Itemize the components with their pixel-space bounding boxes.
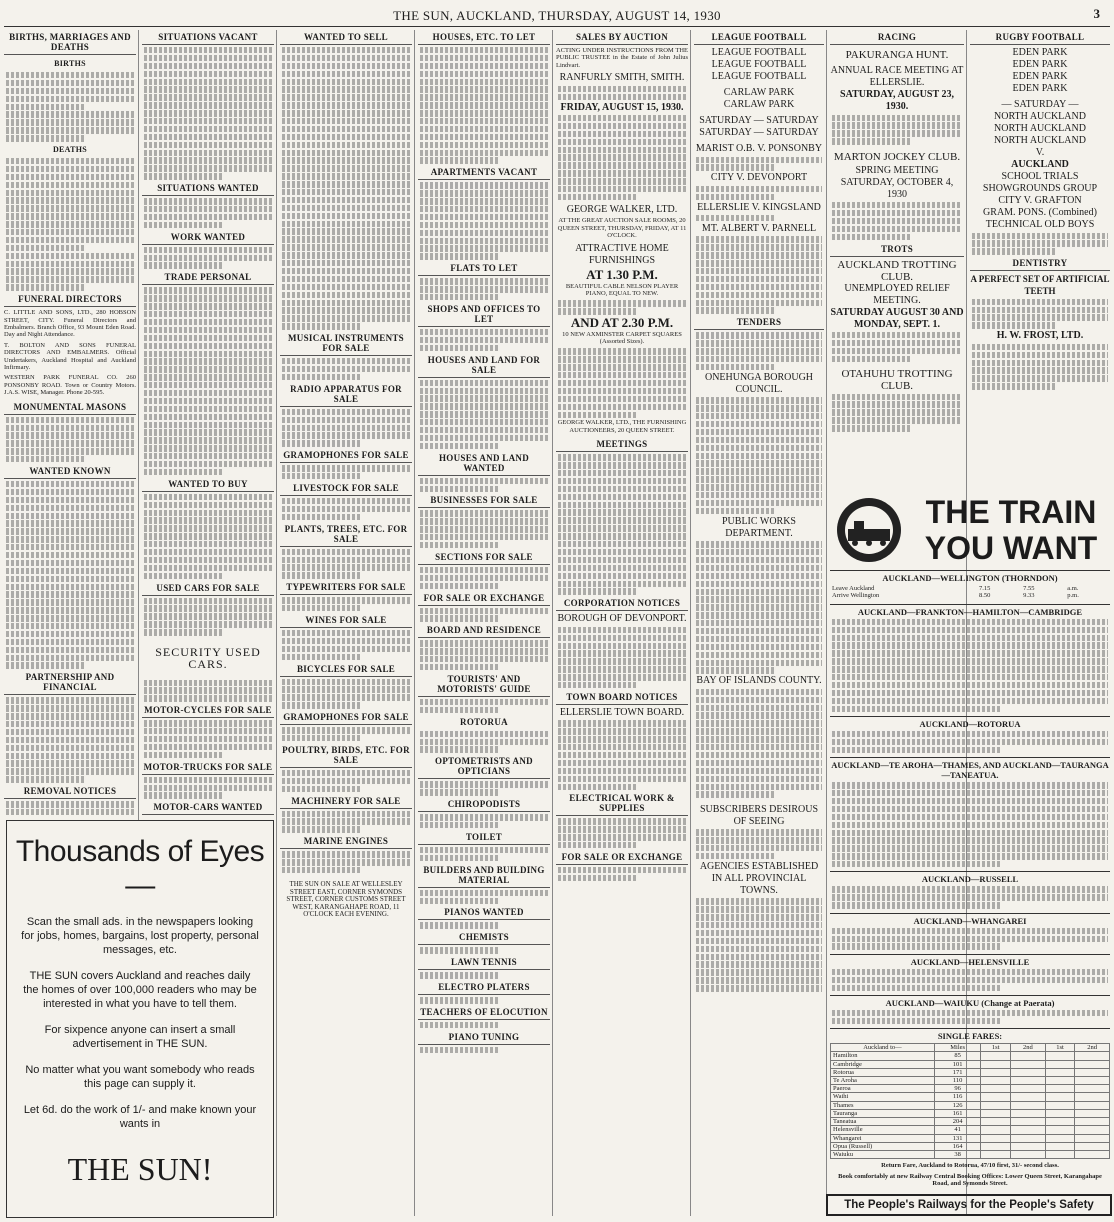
furnishings-heading: ATTRACTIVE HOME FURNISHINGS [575, 242, 669, 266]
section-heading: TOILET [418, 830, 550, 845]
section-heading: MOTOR-TRUCKS FOR SALE [142, 760, 274, 775]
section-heading: CHIROPODISTS [418, 797, 550, 812]
section-heading: BUILDERS AND BUILDING MATERIAL [418, 863, 550, 888]
section-heading: MOTOR-CARS WANTED [142, 800, 274, 815]
ad-brand: THE SUN! [67, 1151, 213, 1187]
dentistry-ad-title: A PERFECT SET OF ARTIFICIAL TEETH [970, 274, 1110, 297]
section-heading: LEAGUE FOOTBALL [694, 30, 824, 45]
section-heading: RUGBY FOOTBALL [970, 30, 1110, 45]
section-heading: POULTRY, BIRDS, ETC. FOR SALE [280, 743, 412, 768]
section-heading: APARTMENTS VACANT [418, 165, 550, 180]
section-heading: WORK WANTED [142, 230, 274, 245]
sun-advertisement [6, 820, 274, 1218]
section-heading: BOARD AND RESIDENCE [418, 623, 550, 638]
page-number: 3 [1093, 6, 1100, 21]
section-heading: BICYCLES FOR SALE [280, 662, 412, 677]
railway-slogan: The People's Railways for the People's Safety [826, 1194, 1112, 1216]
tender-notice-title: PUBLIC WORKS DEPARTMENT. [722, 515, 796, 539]
ad-paragraph: Let 6d. do the work of 1/- and make known your wants in [23, 1104, 257, 1130]
section-heading: MEETINGS [556, 437, 688, 452]
route-heading: AUCKLAND—ROTORUA [830, 716, 1110, 729]
league-banner: LEAGUE FOOTBALL [711, 59, 807, 70]
table-row: Rotorua 171 [831, 1068, 1110, 1076]
event: SCHOOL TRIALS [1001, 171, 1079, 182]
section-subheading: BIRTHS [54, 59, 86, 68]
section-heading: CORPORATION NOTICES [556, 596, 688, 611]
route-heading: AUCKLAND—WAIUKU (Change at Paerata) [830, 995, 1110, 1008]
security-cars-ad: SECURITY USED CARS. [155, 644, 261, 671]
section-heading: RADIO APPARATUS FOR SALE [280, 382, 412, 407]
route-heading: AUCKLAND—HELENSVILLE [830, 954, 1110, 967]
return-fare-note: Return Fare, Auckland to Rotorua, 47/10 first, 31/- second class. [881, 1162, 1059, 1170]
section-heading: WANTED TO SELL [280, 30, 412, 45]
fixture: MT. ALBERT V. PARNELL [701, 222, 817, 234]
table-row: Paeroa 96 [831, 1085, 1110, 1093]
column-1 [4, 30, 136, 816]
route-heading: AUCKLAND—RUSSELL [830, 871, 1110, 884]
section-heading: TRADE PERSONAL [142, 270, 274, 285]
table-row: Helensville 41 [831, 1126, 1110, 1134]
auctioneer-name: RANFURLY SMITH, SMITH. [559, 72, 685, 84]
venue: EDEN PARK [1012, 47, 1068, 58]
auction-ad: ACTING UNDER INSTRUCTIONS FROM THE PUBLIC TRUSTEE in the Estate of John Julius Lindvart. [556, 47, 688, 69]
fares-heading: SINGLE FARES: [830, 1028, 1110, 1041]
table-row: Arrive Wellington 8.50 9.33 p.m. [832, 592, 1079, 600]
piano-item: BEAUTIFUL CABLE NELSON PLAYER PIANO, EQUAL TO NEW. [565, 282, 679, 297]
booking-note: Book comfortably at new Railway Central Booking Offices: Lower Queen Street, Karangahape Road, and Symonds Street. [838, 1172, 1102, 1187]
section-heading: FLATS TO LET [418, 261, 550, 276]
event: SHOWGROUNDS GROUP [982, 183, 1098, 194]
column-3 [280, 30, 412, 1216]
race-date: SATURDAY, OCTOBER 4, 1930 [840, 176, 954, 200]
ad-paragraph: No matter what you want somebody who reads this page can supply it. [25, 1064, 255, 1090]
race-date: SATURDAY AUGUST 30 AND MONDAY, SEPT. 1. [830, 306, 964, 330]
train-headline: YOU WANT [924, 530, 1098, 566]
section-heading: REMOVAL NOTICES [4, 784, 136, 799]
table-row: Thames 126 [831, 1101, 1110, 1109]
sun-agencies-notice: AGENCIES ESTABLISHED IN ALL PROVINCIAL TOWNS. [699, 860, 819, 896]
match-day: SATURDAY — SATURDAY [699, 115, 819, 126]
sale-venue: AT THE GREAT AUCTION SALE ROOMS, 20 QUEEN STREET, THURSDAY, FRIDAY, AT 11 O'CLOCK. [557, 217, 687, 240]
section-heading: DENTISTRY [970, 256, 1110, 271]
section-heading: TEACHERS OF ELOCUTION [418, 1005, 550, 1020]
table-row: Waiuku 38 [831, 1150, 1110, 1158]
column-6 [694, 30, 824, 1216]
section-heading: TROTS [830, 242, 964, 257]
fixture: MARIST O.B. V. PONSONBY [695, 143, 823, 154]
fixture: ELLERSLIE V. KINGSLAND [697, 201, 821, 213]
section-heading: WINES FOR SALE [280, 613, 412, 628]
section-subheading: ROTORUA [460, 716, 508, 727]
section-heading: BIRTHS, MARRIAGES AND DEATHS [4, 30, 136, 55]
timetable [830, 585, 1110, 600]
section-heading: MOTOR-CYCLES FOR SALE [142, 703, 274, 718]
ad-headline: Thousands of Eyes— [15, 835, 265, 902]
column-5 [556, 30, 688, 1216]
sale-date: FRIDAY, AUGUST 15, 1930. [560, 101, 684, 113]
section-heading: TOURISTS' AND MOTORISTS' GUIDE [418, 672, 550, 697]
team: NORTH AUCKLAND [994, 123, 1086, 134]
race-club-title: AUCKLAND TROTTING CLUB. [837, 258, 957, 283]
table-row: Taneatua 204 [831, 1118, 1110, 1126]
section-heading: CHEMISTS [418, 930, 550, 945]
sale-time: AT 1.30 P.M. [586, 266, 658, 282]
sun-on-sale-box: THE SUN ON SALE AT WELLESLEY STREET EAST, CORNER SYMONDS STREET, CORNER CUSTOMS STREET WEST, KARANGAHAPE ROAD, 11 O'CLOCK EACH EVENING. [286, 880, 406, 919]
section-heading: FOR SALE OR EXCHANGE [556, 850, 688, 865]
section-heading: FUNERAL DIRECTORS [4, 292, 136, 307]
fares-table: Auckland to— Miles 1st 2nd 1st 2nd Hamilton 85 Cambridge 101 Rotorua 171 Te Aroha 110 Paeroa 96 Waihi 116 Thames 126 Tauranga 161 Taneatua 204 Helensville 41 Whangarei 131 Opua (Russell) 164 Waiuku 38 [830, 1043, 1110, 1159]
race-meeting: UNEMPLOYED RELIEF MEETING. [844, 282, 950, 306]
section-heading: MACHINERY FOR SALE [280, 794, 412, 809]
race-club-title: OTAHUHU TROTTING CLUB. [841, 368, 953, 393]
town-board-title: ELLERSLIE TOWN BOARD. [559, 706, 685, 718]
table-row: Tauranga 161 [831, 1109, 1110, 1117]
tender-notice-title: ONEHUNGA BOROUGH COUNCIL. [704, 371, 814, 395]
section-heading: PIANO TUNING [418, 1030, 550, 1045]
ad-paragraph: Scan the small ads. in the newspapers looking for jobs, homes, bargains, lost property, personal messages, etc. [21, 916, 259, 956]
tender-notice-title: BAY OF ISLANDS COUNTY. [696, 675, 822, 687]
auctioneer-name: GEORGE WALKER, LTD. [566, 204, 678, 216]
section-heading: MONUMENTAL MASONS [4, 400, 136, 415]
column-2 [142, 30, 274, 816]
race-meeting: SPRING MEETING [855, 164, 939, 176]
section-heading: LAWN TENNIS [418, 955, 550, 970]
corporation-notice-title: BOROUGH OF DEVONPORT. [557, 613, 687, 625]
table-row: Waihi 116 [831, 1093, 1110, 1101]
section-heading: WANTED KNOWN [4, 464, 136, 479]
ad-paragraph: For sixpence anyone can insert a small advertisement in THE SUN. [44, 1024, 236, 1050]
section-heading: SITUATIONS WANTED [142, 181, 274, 196]
classified-ad: T. BOLTON AND SONS FUNERAL DIRECTORS AND EMBALMERS. Official Undertakers, Auckland Hospital and Auckland Infirmary. [4, 341, 136, 371]
race-club-title: MARTON JOCKEY CLUB. [833, 150, 961, 163]
train-advertisement [830, 494, 1110, 1188]
section-heading: PLANTS, TREES, ETC. FOR SALE [280, 522, 412, 547]
team: NORTH AUCKLAND [994, 135, 1086, 146]
route-heading: AUCKLAND—FRANKTON—HAMILTON—CAMBRIDGE [830, 604, 1110, 617]
team: NORTH AUCKLAND [994, 111, 1086, 122]
dentist-name: H. W. FROST, LTD. [996, 330, 1084, 342]
section-heading: TENDERS [694, 315, 824, 330]
column-7 [830, 30, 964, 490]
section-heading: HOUSES AND LAND FOR SALE [418, 353, 550, 378]
carpets-item: 10 NEW AXMINSTER CARPET SQUARES (Assorted Sizes). [562, 330, 682, 346]
subscribers-notice: SUBSCRIBERS DESIROUS OF SEEING [699, 803, 819, 827]
railway-logo-icon [830, 495, 908, 565]
page-title: THE SUN, AUCKLAND, THURSDAY, AUGUST 14, 1930 [393, 8, 721, 23]
section-heading: HOUSES, ETC. TO LET [418, 30, 550, 45]
section-heading: BUSINESSES FOR SALE [418, 493, 550, 508]
sale-time: AND AT 2.30 P.M. [570, 314, 674, 330]
route-heading: AUCKLAND—TE AROHA—THAMES, AND AUCKLAND—TAURANGA—TANEATUA. [830, 757, 1110, 780]
section-heading: GRAMOPHONES FOR SALE [280, 448, 412, 463]
table-row: Cambridge 101 [831, 1060, 1110, 1068]
section-heading: SHOPS AND OFFICES TO LET [418, 302, 550, 327]
section-heading: USED CARS FOR SALE [142, 581, 274, 596]
section-heading: PARTNERSHIP AND FINANCIAL [4, 670, 136, 695]
auctioneer-footer: GEORGE WALKER, LTD., THE FURNISHING AUCTIONEERS, 20 QUEEN STREET. [557, 419, 687, 434]
table-row: Whangarei 131 [831, 1134, 1110, 1142]
column-8 [970, 30, 1110, 490]
section-heading: SALES BY AUCTION [556, 30, 688, 45]
fixture: CITY V. GRAFTON [998, 195, 1082, 206]
fixture: GRAM. PONS. (Combined) [983, 207, 1097, 218]
venue: EDEN PARK [1012, 59, 1068, 70]
league-banner: LEAGUE FOOTBALL [711, 71, 807, 82]
section-heading: LIVESTOCK FOR SALE [280, 481, 412, 496]
classified-ad: WESTERN PARK FUNERAL CO. 260 PONSONBY ROAD. Town or Country Motors. J.A.S. WISE, Manager. Phone 20-595. [4, 374, 136, 397]
ad-paragraph: THE SUN covers Auckland and reaches daily the homes of over 100,000 readers who may be interested in what you have to tell them. [23, 970, 257, 1010]
section-heading: GRAMOPHONES FOR SALE [280, 710, 412, 725]
section-subheading: DEATHS [52, 145, 88, 155]
section-heading: RACING [830, 30, 964, 45]
train-headline: THE TRAIN [925, 494, 1097, 530]
section-heading: SITUATIONS VACANT [142, 30, 274, 45]
table-row: Opua (Russell) 164 [831, 1142, 1110, 1150]
section-heading: MARINE ENGINES [280, 834, 412, 849]
masthead [0, 0, 1114, 28]
section-heading: TOWN BOARD NOTICES [556, 690, 688, 705]
race-meeting: ANNUAL RACE MEETING AT ELLERSLIE. [830, 65, 964, 88]
fixture: TECHNICAL OLD BOYS [985, 219, 1095, 230]
race-date: SATURDAY, AUGUST 23, 1930. [840, 89, 954, 112]
match-day: — SATURDAY — [1001, 99, 1079, 110]
fixture: CITY V. DEVONPORT [710, 172, 808, 184]
section-heading: OPTOMETRISTS AND OPTICIANS [418, 754, 550, 779]
section-heading: TYPEWRITERS FOR SALE [280, 580, 412, 595]
venue: EDEN PARK [1012, 71, 1068, 82]
section-heading: SECTIONS FOR SALE [418, 550, 550, 565]
section-heading: HOUSES AND LAND WANTED [418, 451, 550, 476]
venue: CARLAW PARK [723, 99, 795, 110]
venue: EDEN PARK [1012, 83, 1068, 94]
section-heading: WANTED TO BUY [142, 477, 274, 492]
match-day: SATURDAY — SATURDAY [699, 127, 819, 138]
venue: CARLAW PARK [723, 87, 795, 98]
team: AUCKLAND [1011, 159, 1069, 170]
section-heading: FOR SALE OR EXCHANGE [418, 591, 550, 606]
race-club-title: PAKURANGA HUNT. [845, 49, 949, 61]
column-4 [418, 30, 550, 1216]
section-heading: PIANOS WANTED [418, 905, 550, 920]
route-heading: AUCKLAND—WHANGAREI [830, 913, 1110, 926]
section-heading: MUSICAL INSTRUMENTS FOR SALE [280, 331, 412, 356]
section-heading: ELECTRO PLATERS [418, 980, 550, 995]
versus: V. [1035, 147, 1045, 158]
table-row: Leave Auckland 7.15 7.55 a.m. [832, 585, 1079, 592]
route-heading: AUCKLAND—WELLINGTON (THORNDON) [830, 570, 1110, 583]
league-banner: LEAGUE FOOTBALL [711, 47, 807, 58]
table-row: Te Aroha 110 [831, 1077, 1110, 1085]
section-heading: ELECTRICAL WORK & SUPPLIES [556, 791, 688, 816]
classified-ad: C. LITTLE AND SONS, LTD., 280 HOBSON STREET, CITY. Funeral Directors and Embalmers. Branch Office, 93 Mount Eden Road. Day and Night Attendance. [4, 309, 136, 339]
table-row: Hamilton 85 [831, 1052, 1110, 1060]
